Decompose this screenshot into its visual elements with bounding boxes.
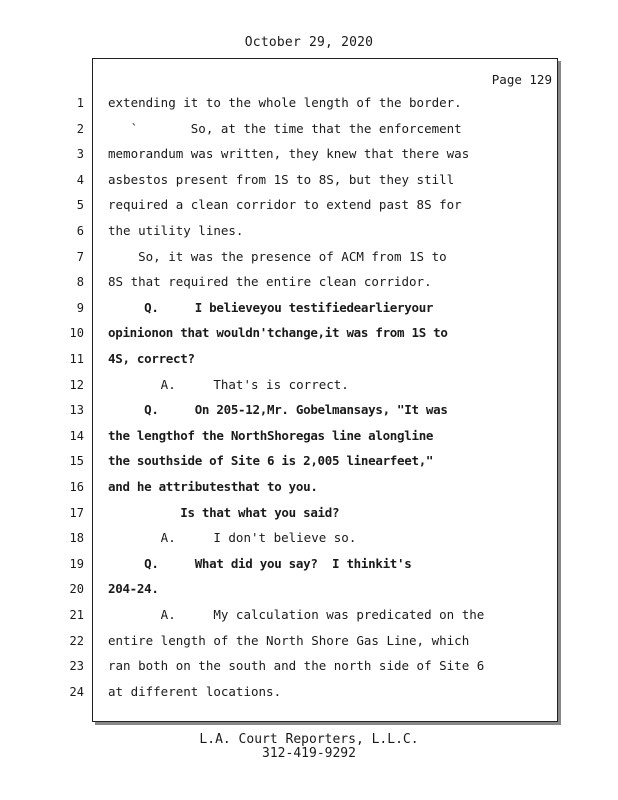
transcript-line: memorandum was written, they knew that there was <box>108 146 470 161</box>
transcript-line: ran both on the south and the north side of Site 6 <box>108 658 485 673</box>
line-number: 6 <box>76 224 84 238</box>
line-number: 13 <box>69 403 84 417</box>
transcript-line: A. That's is correct. <box>108 377 349 392</box>
line-number: 11 <box>69 352 84 366</box>
line-number: 19 <box>69 557 84 571</box>
transcript-line: required a clean corridor to extend past 8S for <box>108 197 462 212</box>
line-number: 4 <box>76 173 84 187</box>
footer-company: L.A. Court Reporters, L.L.C. <box>199 732 419 747</box>
line-number: 10 <box>69 326 84 340</box>
transcript-line: the lengthof the NorthShoregas line alongline <box>108 428 434 443</box>
line-number: 2 <box>76 122 84 136</box>
transcript-line: Is that what you said? <box>108 505 340 520</box>
transcript-line: A. I don't believe so. <box>108 530 357 545</box>
line-number: 3 <box>76 147 84 161</box>
line-number: 7 <box>76 250 84 264</box>
transcript-line: Q. What did you say? I thinkit's <box>108 556 412 571</box>
line-number: 9 <box>76 301 84 315</box>
transcript-line: and he attributesthat to you. <box>108 479 318 494</box>
transcript-line: 204-24. <box>108 581 159 596</box>
line-number: 1 <box>76 96 84 110</box>
line-number: 21 <box>69 608 84 622</box>
transcript-line: Q. I believeyou testifiedearlieryour <box>108 300 434 315</box>
line-number: 18 <box>69 531 84 545</box>
line-number: 17 <box>69 506 84 520</box>
transcript-line: the utility lines. <box>108 223 244 238</box>
line-number: 15 <box>69 454 84 468</box>
transcript-line: asbestos present from 1S to 8S, but they still <box>108 172 455 187</box>
transcript-line: the southside of Site 6 is 2,005 linearfeet," <box>108 453 434 468</box>
transcript-line: Q. On 205-12,Mr. Gobelmansays, "It was <box>108 402 448 417</box>
line-number: 24 <box>69 685 84 699</box>
transcript-line: at different locations. <box>108 684 282 699</box>
page-number: Page 129 <box>491 72 552 87</box>
transcript-line: entire length of the North Shore Gas Line, which <box>108 633 470 648</box>
header-date: October 29, 2020 <box>244 35 374 50</box>
transcript-line: 4S, correct? <box>108 351 195 366</box>
line-number: 20 <box>69 582 84 596</box>
transcript-line: opinionon that wouldn'tchange,it was from 1S to <box>108 325 448 340</box>
transcript-line: So, it was the presence of ACM from 1S to <box>108 249 447 264</box>
line-number: 23 <box>69 659 84 673</box>
footer-phone: 312-419-9292 <box>262 746 356 761</box>
line-number: 5 <box>76 198 84 212</box>
transcript-line: A. My calculation was predicated on the <box>108 607 485 622</box>
line-number: 16 <box>69 480 84 494</box>
transcript-line: extending it to the whole length of the border. <box>108 95 462 110</box>
line-number: 14 <box>69 429 84 443</box>
line-number: 22 <box>69 634 84 648</box>
line-number: 12 <box>69 378 84 392</box>
transcript-line: 8S that required the entire clean corridor. <box>108 274 432 289</box>
transcript-line: ` So, at the time that the enforcement <box>108 121 462 136</box>
line-number: 8 <box>76 275 84 289</box>
footer <box>0 733 618 761</box>
